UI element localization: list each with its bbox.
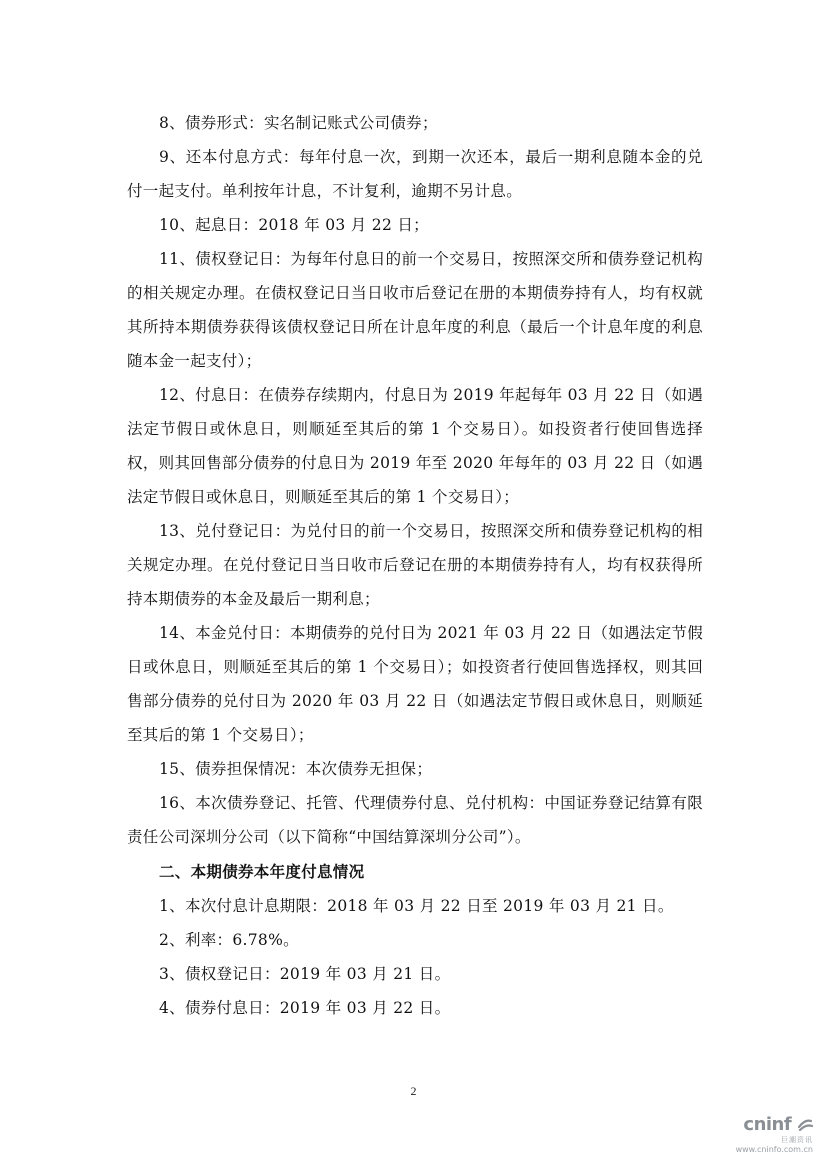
payment-item-4: 4、债券付息日：2019 年 03 月 22 日。 xyxy=(159,999,451,1017)
payment-item-3: 3、债权登记日：2019 年 03 月 21 日。 xyxy=(159,965,451,983)
cninfo-watermark xyxy=(733,1115,813,1161)
section-heading: 二、本期债券本年度付息情况 xyxy=(159,863,365,881)
clause-12: 12、付息日：在债券存续期内，付息日为 2019 年起每年 03 月 22 日（如遇法定节假日或休息日，则顺延至其后的第 1 个交易日）。如投资者行使回售选择权，则其回售部分债券的付息日为 2019 年至 2020 年每年的 03 月 22 日（如遇法定节假日或休息日，则顺延至其后的第 1 个交易日）； xyxy=(127,386,703,506)
clause-15: 15、债券担保情况：本次债券无担保； xyxy=(159,760,433,778)
clause-9: 9、还本付息方式：每年付息一次，到期一次还本，最后一期利息随本金的兑付一起支付。单利按年计息，不计复利，逾期不另计息。 xyxy=(127,148,703,200)
clause-11: 11、债权登记日：为每年付息日的前一个交易日，按照深交所和债券登记机构的相关规定办理。在债权登记日当日收市后登记在册的本期债券持有人，均有权就其所持本期债券获得该债权登记日所在计息年度的利息（最后一个计息年度的利息随本金一起支付）； xyxy=(127,250,703,370)
payment-item-2: 2、利率：6.78%。 xyxy=(159,931,299,949)
watermark-logo xyxy=(733,1115,813,1135)
clause-16: 16、本次债券登记、托管、代理债券付息、兑付机构：中国证券登记结算有限责任公司深圳分公司（以下简称“中国结算深圳分公司”）。 xyxy=(127,794,703,846)
payment-item-1: 1、本次付息计息期限：2018 年 03 月 22 日至 2019 年 03 月 21 日。 xyxy=(159,897,674,915)
swirl-logo-icon xyxy=(797,1117,813,1131)
watermark-url: www.cninfo.com.cn xyxy=(735,1145,813,1154)
page-number: 2 xyxy=(410,1084,417,1098)
watermark-logo-text: cninf xyxy=(743,1114,792,1135)
clause-8: 8、债券形式：实名制记账式公司债券； xyxy=(159,114,438,132)
clause-14: 14、本金兑付日：本期债券的兑付日为 2021 年 03 月 22 日（如遇法定节假日或休息日，则顺延至其后的第 1 个交易日）；如投资者行使回售选择权，则其回售部分债券的兑付日为 2020 年 03 月 22 日（如遇法定节假日或休息日，则顺延至其后的第 1 个交易日）； xyxy=(127,624,703,744)
watermark-cn-text: 巨潮资讯 xyxy=(781,1136,813,1144)
clause-10: 10、起息日：2018 年 03 月 22 日； xyxy=(159,216,429,234)
clause-13: 13、兑付登记日：为兑付日的前一个交易日，按照深交所和债券登记机构的相关规定办理。在兑付登记日当日收市后登记在册的本期债券持有人，均有权获得所持本期债券的本金及最后一期利息； xyxy=(127,522,703,608)
